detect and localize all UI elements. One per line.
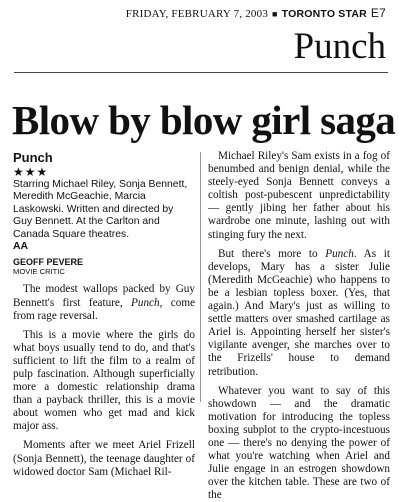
- paragraph: Moments after we meet Ariel Frizell (Sonja Bennett), the teenage daughter of widowed doctor Sam (Michael Ril-: [13, 439, 195, 478]
- dateline-page-number: E7: [370, 6, 386, 20]
- section-title: Punch: [293, 26, 386, 67]
- byline-author: GEOFF PEVERE: [13, 257, 84, 268]
- left-column: [13, 150, 195, 479]
- dateline-date: FRIDAY, FEBRUARY 7, 2003: [125, 8, 269, 20]
- section-rule: [14, 72, 388, 73]
- column-divider: [200, 152, 201, 402]
- review-credits: Starring Michael Riley, Sonja Bennett, Meredith McGeachie, Marcia Laskowski. Written and directed by Guy Bennett. At the Carlton and Canada Square theatres.: [13, 179, 188, 240]
- dateline-paper-name: TORONTO STAR: [281, 8, 367, 20]
- star-rating: ★★★: [13, 165, 49, 179]
- dateline: [126, 6, 386, 20]
- right-column: [208, 150, 390, 502]
- review-title: Punch: [13, 150, 53, 165]
- headline: Blow by blow girl saga: [12, 97, 396, 143]
- paragraph: Whatever you want to say of this showdown — and the dramatic motivation for introducing the topless boxing subplot to the crypto-incestuous one — there's no denying the power of what you're watching when Ariel and Julie engage in an estrogen showdown over the kitchen table. These are two of the: [208, 384, 390, 502]
- paragraph: Michael Riley's Sam exists in a fog of benumbed and benign denial, while the steely-eyed Sonja Bennett conveys a coltish post-pubescent unpredictability — gently jibing her father about his wardrobe one minute, lashing out with stinging fury the next.: [208, 150, 390, 241]
- paragraph: But there's more to Punch. As it develops, Mary has a sister Julie (Meredith McGeachie) who happens to be a lesbian topless boxer. (Yes, that again.) And Mary's just as willing to settle matters over smashed cartilage as Ariel is. Appointing herself her sister's vigilante avenger, she marches over to the Frizells' house to demand retribution.: [208, 247, 390, 378]
- byline-role: MOVIE CRITIC: [13, 267, 65, 277]
- film-rating: AA: [13, 241, 29, 253]
- paragraph: The modest wallops packed by Guy Bennett's first feature, Punch, come from rage reversal.: [13, 283, 195, 322]
- paragraph: This is a movie where the girls do what boys usually tend to do, and that's sufficient to lift the film to a realm of pulp fascination. Although superficially more a domestic relationship drama than a payback thriller, this is a movie about women who get mad and kick major ass.: [13, 328, 195, 433]
- dateline-bullet: ■: [272, 9, 278, 19]
